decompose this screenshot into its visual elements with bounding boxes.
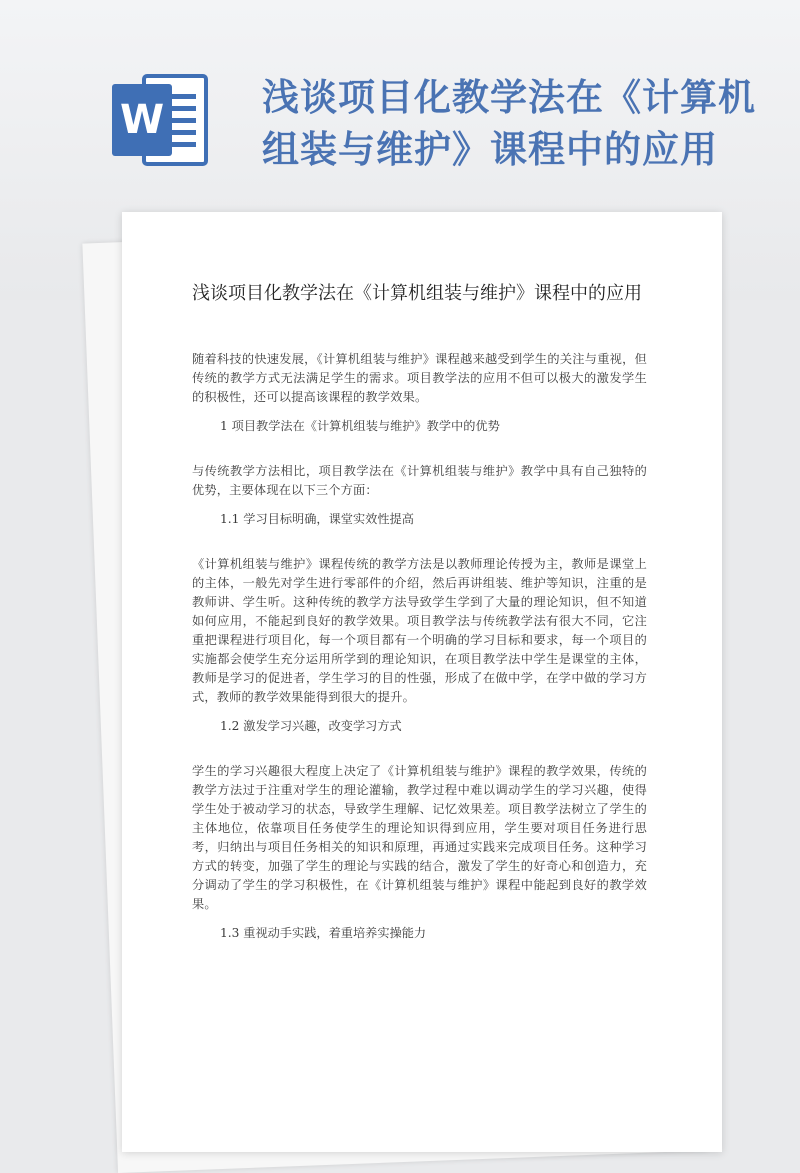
paragraph-1-1: 《计算机组装与维护》课程传统的教学方法是以教师理论传授为主，教师是课堂上的主体，一般先对学生进行零部件的介绍，然后再讲组装、维护等知识，注重的是教师讲、学生听。这种传统的教学方法导致学生学到了大量的理论知识，但不知道如何应用，不能起到良好的教学效果。项目教学法与传统教学法有很大不同，它注重把课程进行项目化，每一个项目都有一个明确的学习目标和要求，每一个项目的实施都会使学生充分运用所学到的理论知识，在项目教学法中学生是课堂的主体，教师是学习的促进者，学生学习的目的性强，形成了在做中学，在学中做的学习方式，教师的教学效果能得到很大的提升。	[192, 557, 647, 704]
paragraph-intro: 随着科技的快速发展，《计算机组装与维护》课程越来越受到学生的关注与重视，但传统的教学方式无法满足学生的需求。项目教学法的应用不但可以极大的激发学生的积极性，还可以提高该课程的教学效果。	[192, 352, 647, 404]
paragraph-1-2: 学生的学习兴趣很大程度上决定了《计算机组装与维护》课程的教学效果，传统的教学方法过于注重对学生的理论灌输，教学过程中难以调动学生的学习兴趣，使得学生处于被动学习的状态，导致学生理解、记忆效果差。项目教学法树立了学生的主体地位，依靠项目任务使学生的理论知识得到应用，学生要对项目任务进行思考，归纳出与项目任务相关的知识和原理，再通过实践来完成项目任务。这种学习方式的转变，加强了学生的理论与实践的结合，激发了学生的好奇心和创造力，充分调动了学生的学习积极性，在《计算机组装与维护》课程中能起到良好的教学效果。	[192, 764, 647, 911]
word-document-icon	[110, 70, 210, 170]
document-page	[122, 212, 722, 1152]
document-body	[192, 280, 647, 969]
section-heading-1-3: 1.3 重视动手实践，着重培养实操能力	[220, 926, 427, 940]
section-heading-1-2: 1.2 激发学习兴趣，改变学习方式	[220, 719, 402, 733]
section-heading-1-1: 1.1 学习目标明确，课堂实效性提高	[220, 512, 414, 526]
word-icon-letter: W	[119, 97, 165, 143]
page-title: 浅谈项目化教学法在《计算机组装与维护》课程中的应用	[262, 76, 756, 171]
document-title: 浅谈项目化教学法在《计算机组装与维护》课程中的应用	[192, 283, 642, 304]
paragraph-1: 与传统教学方法相比，项目教学法在《计算机组装与维护》教学中具有自己独特的优势，主要体现在以下三个方面：	[192, 464, 647, 497]
section-heading-1: 1 项目教学法在《计算机组装与维护》教学中的优势	[220, 419, 500, 433]
